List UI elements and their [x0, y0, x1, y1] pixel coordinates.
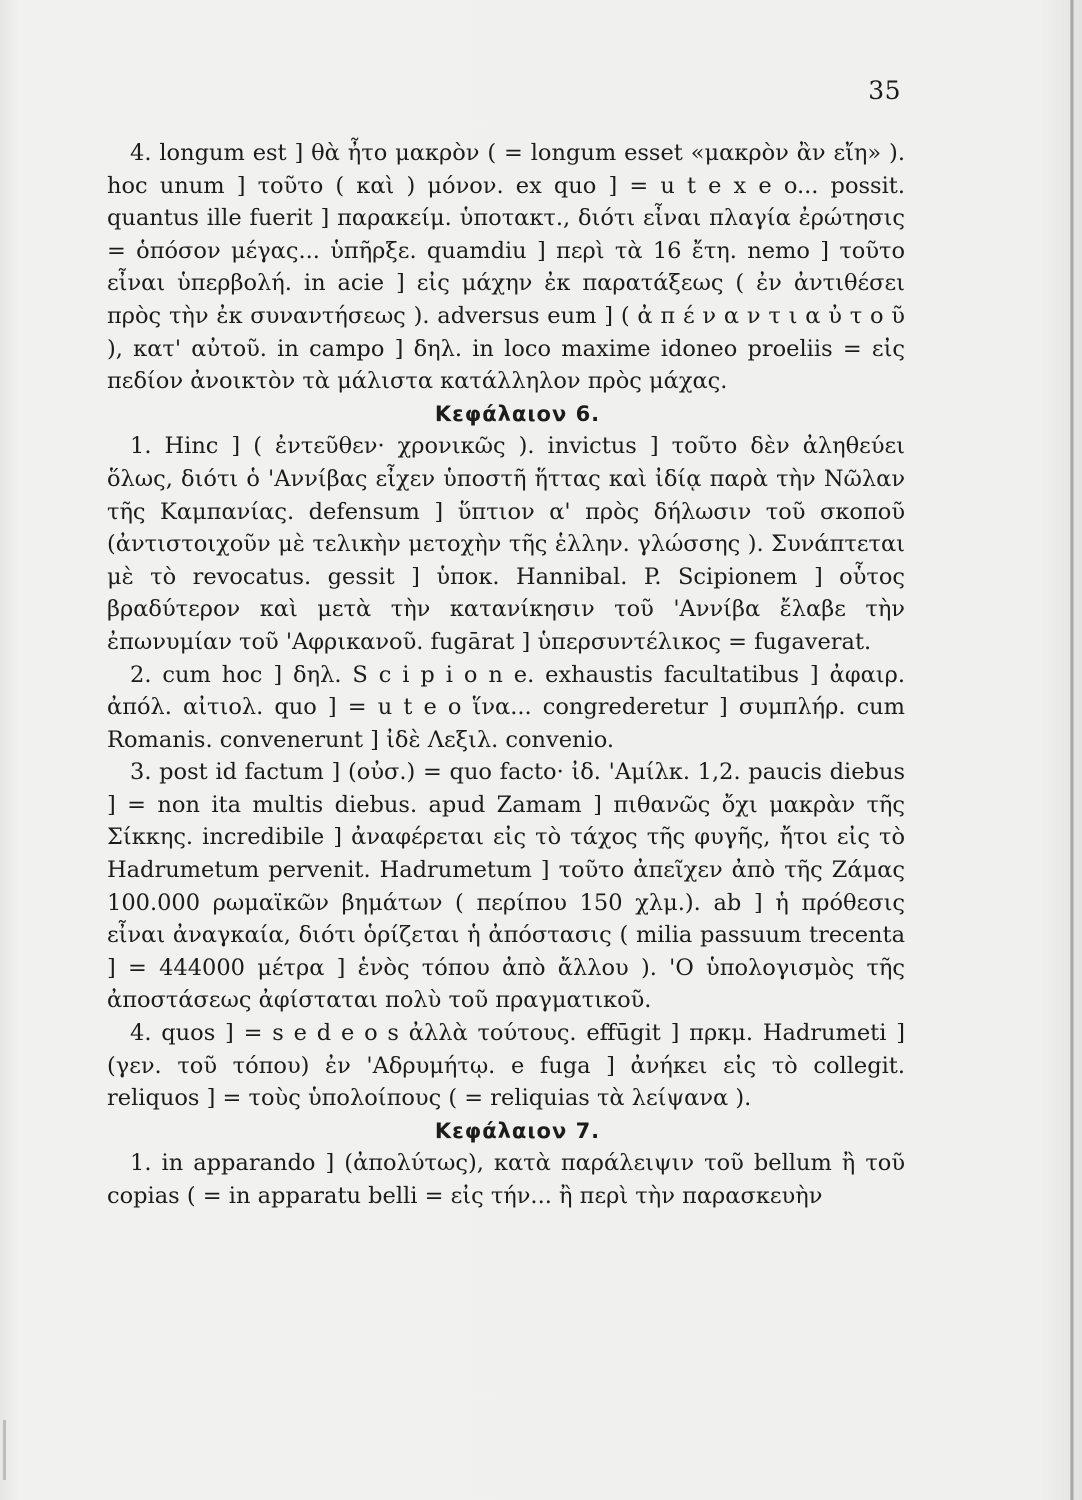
paragraph: 1. in apparando ] (ἀπολύτως), κατὰ παράλειψιν τοῦ bellum ἢ τοῦ copias ( = in apparatu belli = εἰς τήν... ἢ περὶ τὴν παρασκευὴν	[107, 1150, 905, 1209]
paragraph: 4. quos ] = s e d e o s ἀλλὰ τούτους. effūgit ] πρκμ. Hadrumeti ] (γεν. τοῦ τόπου) ἐν 'Αδρυμήτῳ. e fuga ] ἀνήκει εἰς τὸ collegit. reliquos ] = τοὺς ὑπολοίπους ( = reliquias τὰ λείψανα ).	[107, 1020, 905, 1112]
chapter-heading-6: Κεφάλαιον 6.	[434, 401, 601, 426]
paragraph: 3. post id factum ] (οὐσ.) = quo facto· ἰδ. 'Αμίλκ. 1,2. paucis diebus ] = non ita multis diebus. apud Zamam ] πιθανῶς ὄχι μακρὰν τῆς Σίκκης. incredibile ] ἀναφέρεται εἰς τὸ τάχος τῆς φυγῆς, ἤτοι εἰς τὸ Hadrumetum pervenit. Hadrumetum ] τοῦτο ἀπεῖχεν ἀπὸ τῆς Ζάμας 100.000 ρωμαϊκῶν βημάτων ( περίπου 150 χλμ.). ab ] ἡ πρόθεσις εἶναι ἀναγκαία, διότι ὁρίζεται ἡ ἀπόστασις ( milia passuum trecenta ] = 444000 μέτρα ] ἑνὸς τόπου ἀπὸ ἄλλου ). 'Ο ὑπολογισμὸς τῆς ἀποστάσεως ἀφίσταται πολὺ τοῦ πραγματικοῦ.	[107, 759, 905, 1014]
scan-artifact	[3, 1420, 6, 1480]
chapter-heading-7: Κεφάλαιον 7.	[434, 1118, 601, 1143]
paragraph: 1. Hinc ] ( ἐντεῦθεν· χρονικῶς ). invictus ] τοῦτο δὲν ἀληθεύει ὅλως, διότι ὁ 'Αννίβας εἶχεν ὑποστῆ ἥττας καὶ ἰδίᾳ παρὰ τὴν Νῶλαν τῆς Καμπανίας. defensum ] ὕπτιον α' πρὸς δήλωσιν τοῦ σκοποῦ (ἀντιστοιχοῦν μὲ τελικὴν μετοχὴν τῆς ἑλλην. γλώσσης ). Συνάπτεται μὲ τὸ revocatus. gessit ] ὑποκ. Hannibal. P. Scipionem ] οὗτος βραδύτερον καὶ μετὰ τὴν κατανίκησιν τοῦ 'Αννίβα ἔλαβε τὴν ἐπωνυμίαν τοῦ 'Αφρικανοῦ. fugārat ] ὑπερσυντέλικος = fugaverat.	[107, 433, 905, 655]
page-number: 35	[868, 76, 901, 105]
paragraph: 4. longum est ] θὰ ἦτο μακρὸν ( = longum esset «μακρὸν ἂν εἴη» ). hoc unum ] τοῦτο ( καὶ ) μόνον. ex quo ] = u t e x e o... possit. quantus ille fuerit ] παρακείμ. ὑποτακτ., διότι εἶναι πλαγία ἐρώτησις = ὁπόσον μέγας... ὑπῆρξε. quamdiu ] περὶ τὰ 16 ἔτη. nemo ] τοῦτο εἶναι ὑπερβολή. in acie ] εἰς μάχην ἐκ παρατάξεως ( ἐν ἀντιθέσει πρὸς τὴν ἐκ συναντήσεως ). adversus eum ] ( ἀ π έ ν α ν τ ι α ὐ τ ο ῦ ), κατ' αὐτοῦ. in campo ] δηλ. in loco maxime idoneo proeliis = εἰς πεδίον ἀνοικτὸν τὰ μάλιστα κατάλληλον πρὸς μάχας.	[107, 140, 905, 395]
paragraph: 2. cum hoc ] δηλ. S c i p i o n e. exhaustis facultatibus ] ἀφαιρ. ἀπόλ. αἰτιολ. quo ] = u t e o ἵνα... congrederetur ] συμπλήρ. cum Romanis. convenerunt ] ἰδὲ Λεξιλ. convenio.	[107, 661, 905, 753]
page-edge-shadow	[1070, 0, 1074, 1500]
page-text	[107, 137, 905, 1213]
